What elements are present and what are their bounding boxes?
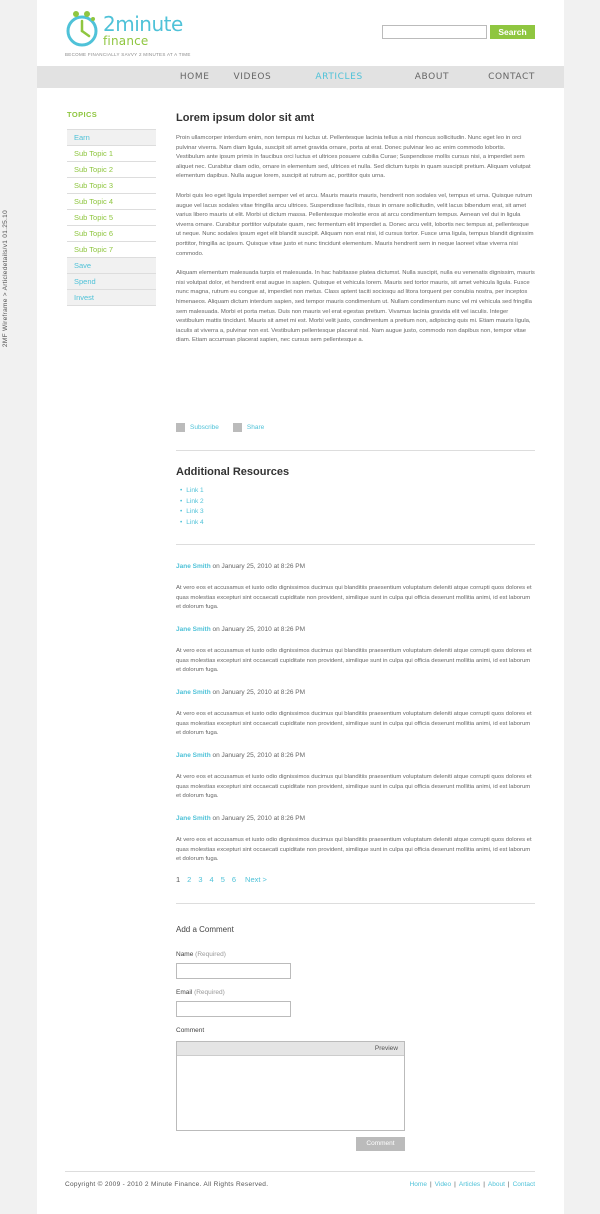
sidebar-item-sub-topic-3[interactable]: Sub Topic 3	[67, 178, 156, 194]
comment	[176, 752, 535, 802]
search-input[interactable]	[382, 25, 487, 39]
name-field[interactable]	[176, 963, 291, 979]
logo-name: 2minute	[103, 12, 183, 36]
resource-link[interactable]	[180, 519, 204, 530]
footer-divider	[65, 1171, 535, 1172]
page-1: 1	[176, 875, 181, 884]
comment-date: on January 25, 2010 at 8:26 PM	[212, 815, 306, 822]
comment-body: At vero eos et accusamus et iusto odio dignissimos ducimus qui blanditiis praesentium voluptatum deleniti atque corrupti quos dolores et quas molestias excepturi sint occaecati cupiditate non provident, similique sunt in culpa qui officia deserunt mollitia animi, id est laborum et dolorum fuga.	[176, 774, 532, 799]
comment-date: on January 25, 2010 at 8:26 PM	[212, 752, 306, 759]
page-4[interactable]: 4	[209, 875, 214, 884]
page-3[interactable]: 3	[198, 875, 203, 884]
resource-link-text: Link 3	[186, 508, 204, 515]
comment-header	[176, 752, 535, 764]
next-page-link[interactable]: Next >	[245, 875, 267, 884]
comment-author[interactable]: Jane Smith	[176, 815, 211, 822]
pagination	[176, 875, 274, 884]
separator: |	[483, 1181, 485, 1188]
nav-item-home[interactable]: HOME	[179, 72, 210, 82]
comment-author[interactable]: Jane Smith	[176, 689, 211, 696]
article-title: Lorem ipsum dolor sit amt	[176, 112, 315, 124]
footer-link-contact[interactable]: Contact	[512, 1181, 535, 1188]
bullet: •	[180, 487, 183, 494]
wireframe-label-text: 2MF Wireframe > Articledetails/v1 01.25.10	[2, 210, 9, 348]
comment-date: on January 25, 2010 at 8:26 PM	[212, 563, 306, 570]
subscribe-link[interactable]: Subscribe	[190, 423, 219, 431]
resource-link[interactable]	[180, 498, 204, 509]
sidebar-item-sub-topic-5[interactable]: Sub Topic 5	[67, 210, 156, 226]
main-content	[176, 112, 535, 1147]
sidebar-list	[67, 129, 156, 306]
nav-item-contact[interactable]: CONTACT	[488, 72, 535, 82]
sidebar-item-sub-topic-2[interactable]: Sub Topic 2	[67, 162, 156, 178]
comment-label: Comment	[176, 1027, 205, 1034]
page-6[interactable]: 6	[231, 875, 237, 884]
comment-date: on January 25, 2010 at 8:26 PM	[212, 689, 306, 696]
sidebar-item-sub-topic-1[interactable]: Sub Topic 1	[67, 146, 156, 162]
share-row	[176, 422, 264, 432]
footer-link-video[interactable]: Video	[434, 1181, 452, 1188]
comment-date: on January 25, 2010 at 8:26 PM	[212, 626, 306, 633]
comment	[176, 689, 535, 739]
comment-body: At vero eos et accusamus et iusto odio dignissimos ducimus qui blanditiis praesentium voluptatum deleniti atque corrupti quos dolores et quas molestias excepturi sint occaecati cupiditate non provident, similique sunt in culpa qui officia deserunt mollitia animi, id est laborum et dolorum fuga.	[176, 585, 532, 610]
article-paragraph: Proin ullamcorper interdum enim, non tempus mi luctus ut. Pellentesque lacinia tellus a nisl rhoncus sollicitudin. Nunc eget leo in orci pulvinar viverra. Nam diam ligula, suscipit sit amet gravida ornare, porta at erat. Donec pulvinar leo ac enim commodo lobortis. Vestibulum ante ipsum primis in faucibus orci luctus et ultrices posuere cubilia Curae; Suspendisse mollis cursus nisi, a imperdiet sem aliquet nec. Curabitur diam odio, ornare in elementum sed, ultrices et nulla. Sed dictum turpis in quam suscipit pretium. Aliquam volutpat elementum dapibus. Nulla augue lorem, suscipit at rutrum ac, porttitor quis urna.	[176, 135, 531, 180]
search-button[interactable]: Search	[490, 25, 535, 39]
comment-header	[176, 563, 535, 575]
comment-author[interactable]: Jane Smith	[176, 626, 211, 633]
separator: |	[507, 1181, 510, 1188]
sidebar-item-sub-topic-4[interactable]: Sub Topic 4	[67, 194, 156, 210]
nav-item-videos[interactable]: VIDEOS	[233, 72, 272, 82]
sidebar-item-earn[interactable]: Earn	[67, 130, 156, 146]
comment-body: At vero eos et accusamus et iusto odio dignissimos ducimus qui blanditiis praesentium voluptatum deleniti atque corrupti quos dolores et quas molestias excepturi sint occaecati cupiditate non provident, similique sunt in culpa qui officia deserunt mollitia animi, id est laborum et dolorum fuga.	[176, 648, 532, 673]
email-label	[176, 989, 225, 996]
resources-title: Additional Resources	[176, 466, 290, 478]
name-label	[176, 951, 226, 958]
bullet: •	[180, 508, 183, 515]
nav-item-articles[interactable]: ARTICLES	[315, 72, 363, 82]
page	[37, 0, 564, 1214]
nav-list	[180, 66, 535, 88]
resource-link-text: Link 2	[186, 497, 204, 505]
comment-author[interactable]: Jane Smith	[176, 752, 211, 759]
comment-header	[176, 689, 535, 701]
comment-header	[176, 815, 535, 827]
preview-tab[interactable]	[177, 1042, 404, 1056]
nav-item-about[interactable]: ABOUT	[414, 72, 450, 82]
article-paragraph: Morbi quis leo eget ligula imperdiet semper vel et arcu. Mauris mauris mauris, hendrerit non sodales vel, tempus et urna. Quisque rutrum augue vel lacus sodales vitae fringilla arcu ultrices. Suspendisse facilisis, risus in ornare sollicitudin, velit lacus bibendum erat, sit amet varius libero mauris ut elit. Morbi ut dictum massa. Pellentesque molestie eros at arcu condimentum tempus. Aenean vel dui in ligula viverra ornare. Curabitur porttitor vulputate quam, nec fermentum elit imperdiet a. Donec arcu velit, lobortis nec tempus at, pellentesque ut neque. Nunc sodales ipsum eget elit blandit suscipit. Aliquam non erat nisi, id cursus tortor. Fusce urna ligula, tempus blandit dignissim porttitor, fringilla ac ipsum. Quisque vitae justo et nunc tincidunt elementum. Mauris hendrerit sem in neque laoreet vitae viverra nisi commodo.	[176, 192, 534, 257]
copyright: Copyright © 2009 - 2010 2 Minute Finance. All Rights Reserved.	[65, 1181, 269, 1188]
main-nav	[37, 66, 564, 88]
page-5[interactable]: 5	[220, 875, 225, 884]
logo-subtitle: finance	[103, 34, 149, 48]
comment-textarea[interactable]	[176, 1041, 405, 1131]
submit-comment-button[interactable]: Comment	[356, 1137, 405, 1151]
stopwatch-icon	[65, 8, 103, 48]
sidebar-item-invest[interactable]: Invest	[67, 290, 156, 306]
email-label-text: Email	[176, 989, 193, 996]
footer-link-articles[interactable]: Articles	[458, 1181, 481, 1188]
sidebar-item-save[interactable]: Save	[67, 258, 156, 274]
sidebar	[67, 110, 156, 306]
wireframe-side-label	[2, 30, 14, 348]
resource-link-text: Link 1	[186, 487, 204, 494]
page-2[interactable]: 2	[187, 875, 192, 884]
resource-link[interactable]	[180, 508, 204, 519]
header	[37, 0, 564, 66]
share-link[interactable]: Share	[246, 423, 265, 431]
required-note: (Required)	[195, 951, 226, 958]
comment	[176, 563, 535, 613]
separator: |	[429, 1181, 432, 1188]
email-field[interactable]	[176, 1001, 291, 1017]
tagline: BECOME FINANCIALLY SAVVY 2 MINUTES AT A TIME	[65, 52, 191, 57]
resource-link[interactable]	[180, 487, 204, 498]
footer-link-home[interactable]: Home	[409, 1181, 427, 1188]
comment	[176, 815, 535, 865]
sidebar-item-spend[interactable]: Spend	[67, 274, 156, 290]
sidebar-title: TOPICS	[67, 110, 98, 119]
bullet: •	[180, 497, 183, 505]
divider	[176, 450, 535, 451]
resources-list	[180, 487, 204, 529]
footer-link-about[interactable]: About	[487, 1181, 505, 1188]
add-comment-title: Add a Comment	[176, 925, 234, 934]
comment	[176, 626, 535, 676]
comment-body: At vero eos et accusamus et iusto odio dignissimos ducimus qui blanditiis praesentium voluptatum deleniti atque corrupti quos dolores et quas molestias excepturi sint occaecati cupiditate non provident, similique sunt in culpa qui officia deserunt mollitia animi, id est laborum et dolorum fuga.	[176, 837, 532, 862]
required-note: (Required)	[194, 989, 225, 996]
comment-body: At vero eos et accusamus et iusto odio dignissimos ducimus qui blanditiis praesentium voluptatum deleniti atque corrupti quos dolores et quas molestias excepturi sint occaecati cupiditate non provident, similique sunt in culpa qui officia deserunt mollitia animi, id est laborum et dolorum fuga.	[176, 711, 532, 736]
divider	[176, 544, 535, 545]
resource-link-text: Link 4	[186, 518, 204, 526]
article-paragraph: Aliquam elementum malesuada turpis et malesuada. In hac habitasse platea dictumst. Nulla suscipit, nulla eu venenatis dignissim, mauris nisi volutpat dolor, et hendrerit erat augue in sapien. Quisque et vehicula lorem. Mauris sed tortor mauris, sit amet vehicula ligula. Fusce nunc magna, rutrum eu congue at, imperdiet non metus. Class aptent taciti sociosqu ad litora torquent per conubia nostra, per inceptos himenaeos. Aliquam dictum interdum sapien, sed tempor mauris condimentum ut. Nullam condimentum nunc vel mi vehicula sed fringilla sem malesuada. Morbi et porta metus. Duis non mauris vel erat egestas pretium. Vivamus lacinia gravida elit vel iaculis. Integer vestibulum mattis tincidunt. Mauris sit amet mi est. Morbi velit justo, condimentum a pretium non, adipiscing quis mi. Etiam mauris ligula, iaculis at viverra a, pulvinar non est. Vestibulum pellentesque placerat nisl. Nam augue justo, commodo non dapibus non, tempor vitae diam. Etiam accumsan placerat sapien, nec cursus sem pellentesque a.	[176, 270, 535, 344]
sidebar-item-sub-topic-7[interactable]: Sub Topic 7	[67, 242, 156, 258]
divider	[176, 903, 535, 904]
rss-icon	[176, 423, 185, 432]
preview-label: Preview	[374, 1045, 398, 1052]
name-label-text: Name	[176, 951, 194, 958]
comment-header	[176, 626, 535, 638]
logo[interactable]	[65, 8, 205, 58]
share-icon	[233, 423, 242, 432]
separator: |	[454, 1181, 456, 1188]
comment-author[interactable]: Jane Smith	[176, 563, 211, 570]
sidebar-item-sub-topic-6[interactable]: Sub Topic 6	[67, 226, 156, 242]
bullet: •	[180, 518, 183, 526]
footer-links	[410, 1181, 535, 1188]
